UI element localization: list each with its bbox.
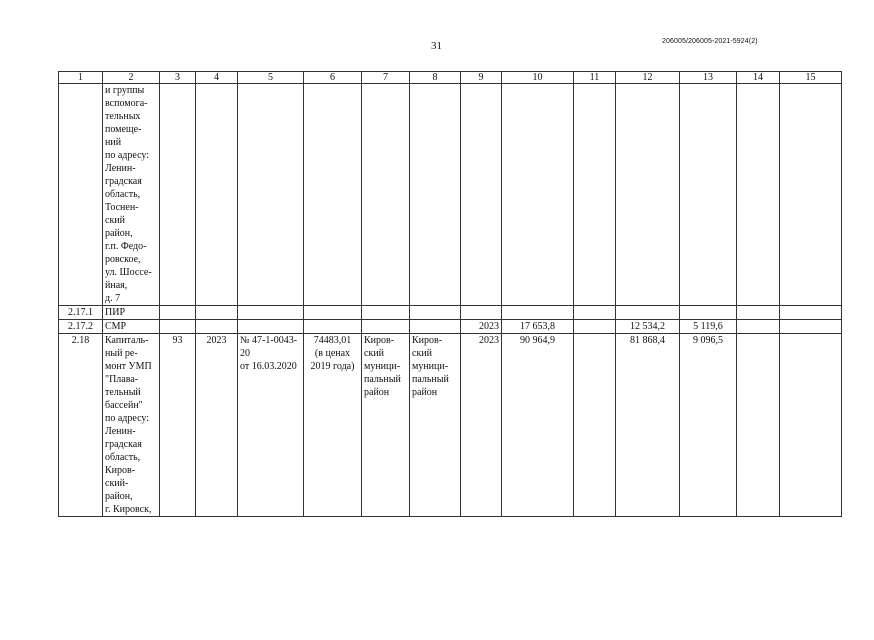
table-row-continuation [59,84,842,306]
col13-cell: 5 119,6 [680,320,737,334]
object-description: и группы вспомога- тельных помеще- ний по адресу: Ленин- градская область, Тоснен- ский район, г.п. Федо- ровское, ул. Шоссе- йная, д. 7 [103,84,160,306]
header-cell: 15 [780,72,842,84]
header-cell: 5 [238,72,304,84]
col7-cell: Киров- ский муници- пальный район [362,334,410,517]
row-name: СМР [103,320,160,334]
col8-cell: Киров- ский муници- пальный район [410,334,461,517]
row-name: Капиталь- ный ре- монт УМП "Плава- тельный бассейн" по адресу: Ленин- градская область, Киров- ский- район, г. Кировск, [103,334,160,517]
header-cell: 6 [304,72,362,84]
col6-cell: 74483,01 (в ценах 2019 года) [304,334,362,517]
header-cell: 9 [461,72,502,84]
header-cell: 7 [362,72,410,84]
header-cell: 10 [502,72,574,84]
header-cell: 12 [616,72,680,84]
col12-cell: 12 534,2 [616,320,680,334]
row-number: 2.18 [59,334,103,517]
row-number: 2.17.1 [59,306,103,320]
table-row-2-18 [59,334,842,517]
header-cell: 13 [680,72,737,84]
table-row-2-17-1 [59,306,842,320]
col13-cell: 9 096,5 [680,334,737,517]
header-cell: 2 [103,72,160,84]
col3-cell: 93 [160,334,196,517]
col12-cell: 81 868,4 [616,334,680,517]
header-cell: 1 [59,72,103,84]
header-cell: 4 [196,72,238,84]
col4-cell: 2023 [196,334,238,517]
page-number: 31 [431,40,442,52]
header-row [59,72,842,84]
header-cell: 14 [737,72,780,84]
header-cell: 8 [410,72,461,84]
header-cell: 3 [160,72,196,84]
table-row-2-17-2 [59,320,842,334]
total-cell: 17 653,8 [502,320,574,334]
document-code: 206005/206005-2021-5924(2) [662,38,758,45]
data-table [58,71,842,517]
row-number: 2.17.2 [59,320,103,334]
col5-cell: № 47-1-0043- 20 от 16.03.2020 [238,334,304,517]
row-name: ПИР [103,306,160,320]
header-cell: 11 [574,72,616,84]
year-cell: 2023 [461,334,502,517]
total-cell: 90 964,9 [502,334,574,517]
year-cell: 2023 [461,320,502,334]
